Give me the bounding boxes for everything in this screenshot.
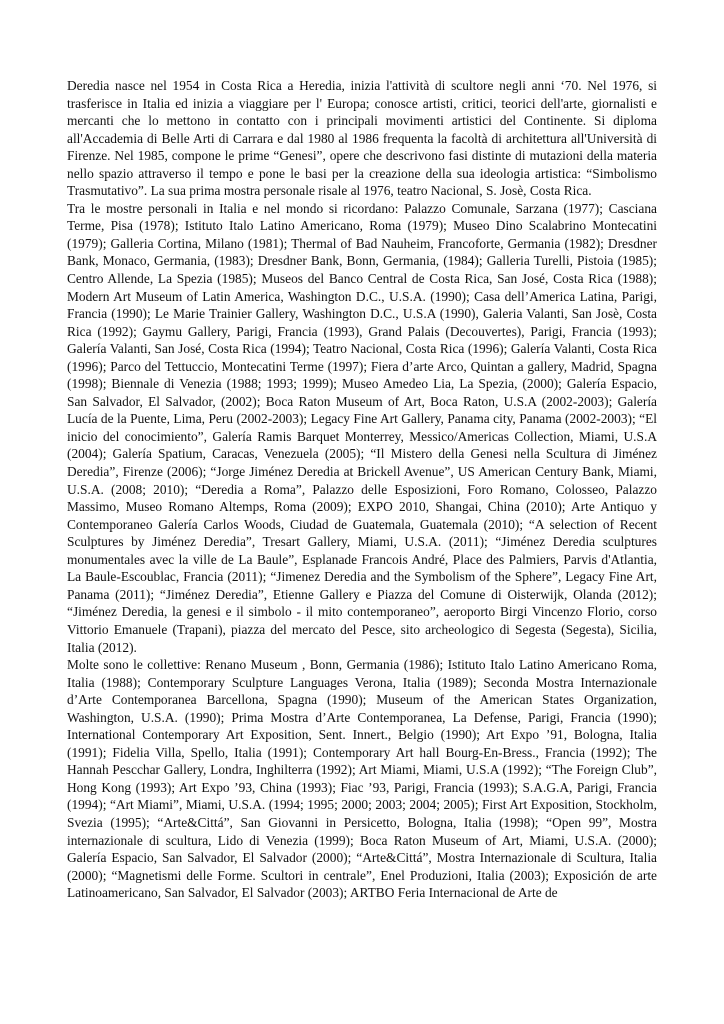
- paragraph-solo-exhibitions: Tra le mostre personali in Italia e nel mondo si ricordano: Palazzo Comunale, Sarzana (1977); Casciana Terme, Pisa (1978); Istituto Italo Latino Americano, Roma (1979); Museo Dino Scalabrino Montecatini (1979); Galleria Cortina, Milano (1981); Thermal of Bad Nauheim, Francoforte, Germania (1982); Dresdner Bank, Monaco, Germania, (1983); Dresdner Bank, Bonn, Germania, (1984); Galleria Turelli, Pistoia (1985); Centro Allende, La Spezia (1985); Museos del Banco Central de Costa Rica, San José, Costa Rica (1988); Modern Art Museum of Latin America, Washington D.C., U.S.A. (1990); Casa dell’America Latina, Parigi, Francia (1990); Le Marie Trainier Gallery, Washington D.C., U.S.A (1990), Galeria Valanti, San Josè, Costa Rica (1992); Gaymu Gallery, Parigi, Francia (1993), Grand Palais (Decouvertes), Parigi, Francia (1993); Galería Valanti, San José, Costa Rica (1994); Teatro Nacional, Costa Rica (1996); Galería Valanti, Costa Rica (1996); Parco del Tettuccio, Montecatini Terme (1997); Fiera d’arte Arco, Quintan a gallery, Madrid, Spagna (1998); Biennale di Venezia (1988; 1993; 1999); Museo Amedeo Lia, La Spezia, (2000); Galería Espacio, San Salvador, El Salvador, (2002); Boca Raton Museum of Art, Boca Raton, U.S.A (2002-2003); Galería Lucía de la Puente, Lima, Peru (2002-2003); Legacy Fine Art Gallery, Panama city, Panama (2002-2003); “El inicio del conocimiento”, Galería Ramis Barquet Monterrey, Messico/Americas Collection, Miami, U.S.A (2004); Galería Spatium, Caracas, Venezuela (2005); “Il Mistero della Genesi nella Scultura di Jiménez Deredia”, Firenze (2006); “Jorge Jiménez Deredia at Brickell Avenue”, US American Century Bank, Miami, U.S.A. (2008; 2010); “Deredia a Roma”, Palazzo delle Esposizioni, Foro Romano, Colosseo, Palazzo Massimo, Museo Romano Altemps, Roma (2009); EXPO 2010, Shangai, China (2010); Arte Antiquo y Contemporaneo Galería Carlos Woods, Ciudad de Guatemala, Guatemala (2010); “A selection of Recent Sculptures by Jiménez Deredia”, Tresart Gallery, Miami, U.S.A. (2011); “Jiménez Deredia sculptures monumentales avec la ville de La Baule”, Esplanade Francois André, Place des Palmiers, Parvis d'Atlantia, La Baule-Escoublac, Francia (2011); “Jimenez Deredia and the Symbolism of the Sphere”, Legacy Fine Art, Panama (2011); “Jiménez Deredia”, Etienne Gallery e Piazza del Comune di Oisterwijk, Olanda (2012); “Jiménez Deredia, la genesi e il simbolo - il mito contemporaneo”, aeroporto Birgi Vincenzo Florio, corso Vittorio Emanuele (Trapani), piazza del mercato del Pesce, sito archeologico di Segesta (Segesta), Sicilia, Italia (2012).: [67, 200, 657, 655]
- document-body: [67, 77, 657, 902]
- paragraph-biography: Deredia nasce nel 1954 in Costa Rica a Heredia, inizia l'attività di scultore negli anni ‘70. Nel 1976, si trasferisce in Italia ed inizia a viaggiare per l' Europa; conosce artisti, critici, teorici dell'arte, giornalisti e mercanti che lo mettono in contatto con i principali movimenti artistici del Continente. Si diploma all'Accademia di Belle Arti di Carrara e dal 1980 al 1986 frequenta la facoltà di architettura all'Università di Firenze. Nel 1985, compone le prime “Genesi”, opere che descrivono fasi distinte di mutazioni della materia nello spazio attraverso il tempo e pone le basi per la creazione della sua ideologia artistica: “Simbolismo Trasmutativo”. La sua prima mostra personale risale al 1976, teatro Nacional, S. Josè, Costa Rica.: [67, 78, 657, 199]
- paragraph-group-exhibitions: Molte sono le collettive: Renano Museum , Bonn, Germania (1986); Istituto Italo Latino Americano Roma, Italia (1988); Contemporary Sculpture Languages Verona, Italia (1989); Seconda Mostra Internazionale d’Arte Contemporanea Barcellona, Spagna (1990); Museum of the American States Organization, Washington, U.S.A. (1990); Prima Mostra d’Arte Contemporanea, La Defense, Parigi, Francia (1990); International Contemporary Art Exposition, Sent. Innert., Belgio (1990); Art Expo ’91, Bologna, Italia (1991); Fidelia Villa, Spello, Italia (1991); Contemporary Art hall Bourg-En-Bress., Francia (1992); The Hannah Pescchar Gallery, Londra, Inghilterra (1992); Art Miami, Miami, U.S.A (1992); “The Foreign Club”, Hong Kong (1993); Art Expo ’93, China (1993); Fiac ’93, Parigi, Francia (1993); S.A.G.A, Parigi, Francia (1994); “Art Miami”, Miami, U.S.A. (1994; 1995; 2000; 2003; 2004; 2005); First Art Exposition, Stockholm, Svezia (1995); “Arte&Cittá”, San Giovanni in Persicetto, Bologna, Italia (1998); “Open 99”, Mostra internazionale di scultura, Lido di Venezia (1999); Boca Raton Museum of Art, Miami, U.S.A. (2000); Galería Espacio, San Salvador, El Salvador (2000); “Arte&Cittá”, Mostra Internazionale di Scultura, Italia (2000); “Magnetismi delle Forme. Scultori in centrale”, Enel Produzioni, Italia (2003); Exposición de arte Latinoamericano, San Salvador, El Salvador (2003); ARTBO Feria Internacional de Arte de: [67, 657, 657, 901]
